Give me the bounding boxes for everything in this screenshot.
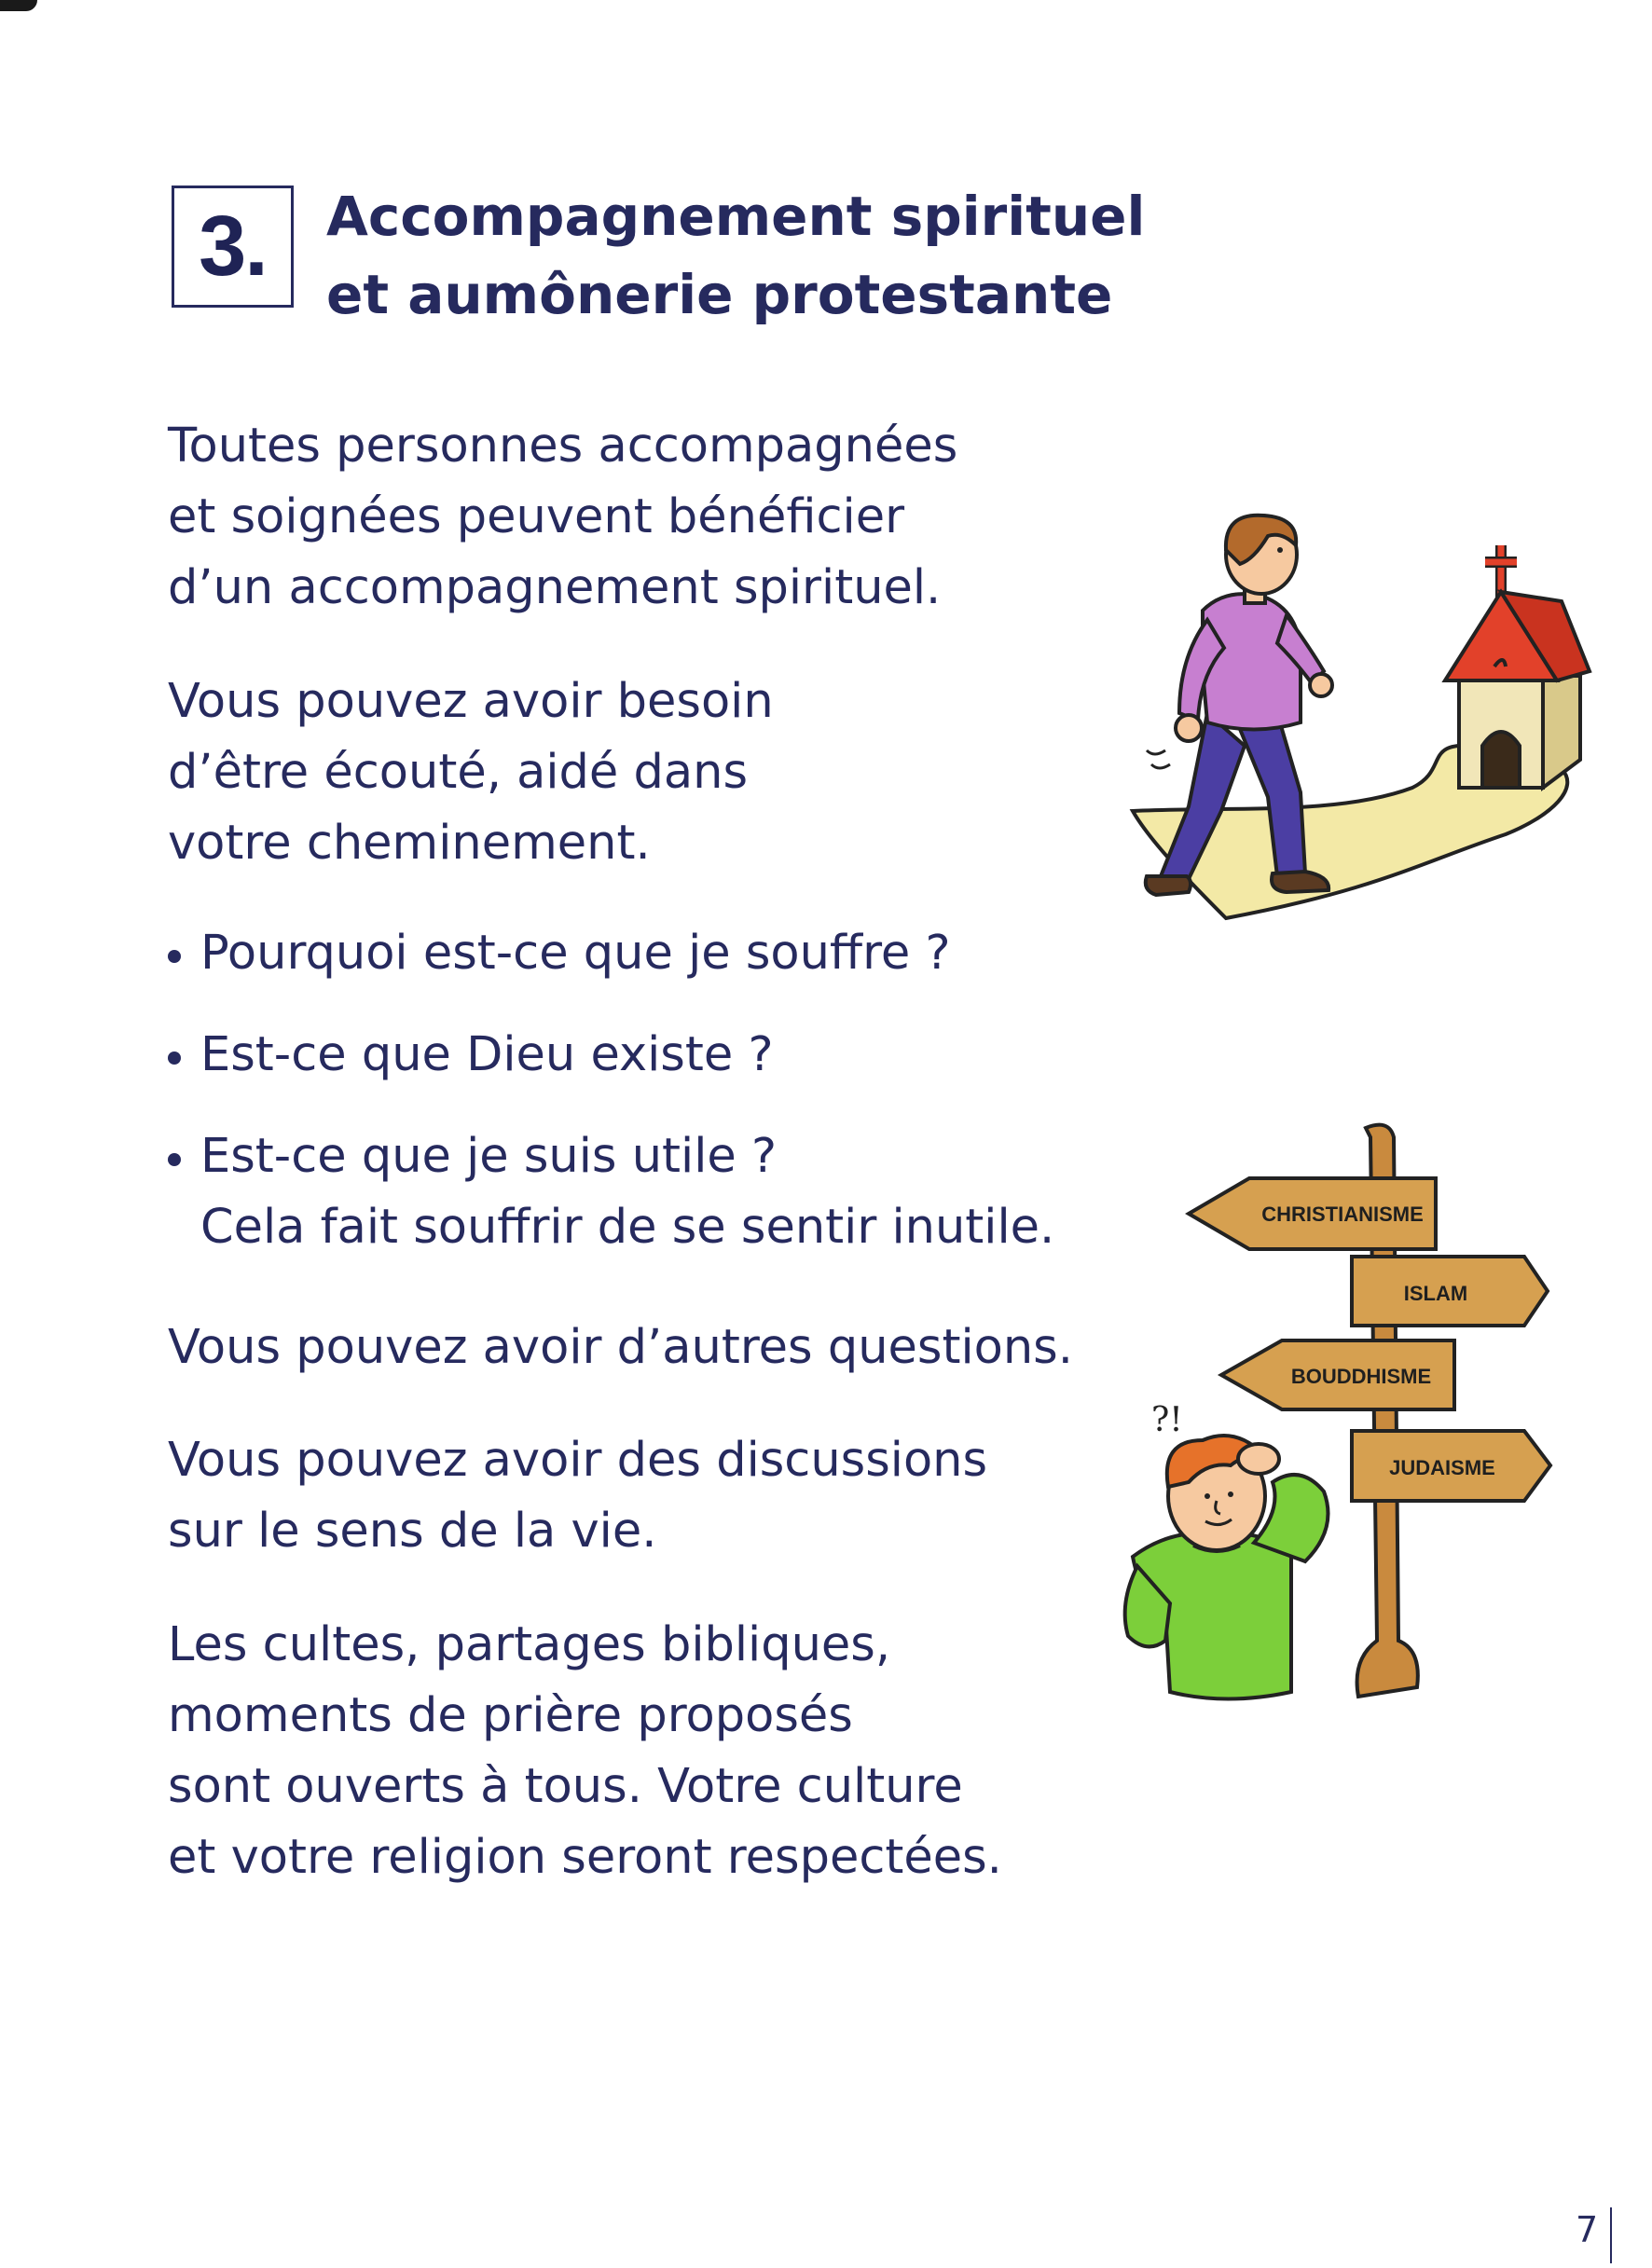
closing-line: Les cultes, partages bibliques,	[168, 1617, 891, 1672]
section-title-line-2: et aumônerie protestante	[326, 263, 1113, 326]
question-text: Est-ce que Dieu existe ?	[200, 1027, 774, 1082]
other-questions-line: Vous pouvez avoir d’autres questions.	[168, 1320, 1073, 1375]
sign-label: JUDAISME	[1389, 1456, 1495, 1479]
section-number: 3.	[199, 199, 267, 294]
religion-signpost-illustration	[1114, 1119, 1557, 1734]
sign-label: ISLAM	[1403, 1282, 1468, 1305]
page-number-rule	[1610, 2207, 1612, 2263]
need-line: d’être écouté, aidé dans	[168, 745, 749, 800]
confused-man	[1125, 1436, 1328, 1699]
need-line: votre cheminement.	[168, 816, 651, 871]
questions-list	[166, 918, 1054, 1263]
bullet-dot	[168, 950, 181, 963]
sign-judaisme	[1352, 1431, 1550, 1501]
intro-paragraph	[168, 411, 957, 624]
question-item	[166, 1020, 1054, 1091]
sign-label: CHRISTIANISME	[1261, 1203, 1424, 1226]
question-item	[166, 1121, 1054, 1263]
discussions-paragraph	[168, 1425, 987, 1567]
closing-line: et votre religion seront respectées.	[168, 1830, 1002, 1885]
closing-line: sont ouverts à tous. Votre culture	[168, 1759, 963, 1814]
section-title	[326, 177, 1259, 334]
scan-corner-mark	[0, 0, 37, 11]
intro-line: Toutes personnes accompagnées	[168, 419, 958, 474]
page-number: 7	[1576, 2209, 1599, 2250]
closing-paragraph	[168, 1610, 1002, 1893]
question-text: Pourquoi est-ce que je souffre ?	[200, 926, 951, 981]
walking-man-chapel-illustration	[1114, 508, 1599, 928]
intro-line: et soignées peuvent bénéficier	[168, 489, 905, 544]
closing-line: moments de prière proposés	[168, 1688, 853, 1743]
sign-christianisme	[1189, 1178, 1436, 1249]
sign-bouddhisme	[1221, 1340, 1454, 1409]
need-line: Vous pouvez avoir besoin	[168, 674, 774, 729]
question-text: Cela fait souffrir de se sentir inutile.	[200, 1200, 1055, 1255]
question-text: Est-ce que je suis utile ?	[200, 1129, 778, 1184]
sign-label: BOUDDHISME	[1290, 1365, 1432, 1388]
bullet-dot	[168, 1052, 181, 1065]
need-paragraph	[168, 667, 774, 879]
other-questions-paragraph	[168, 1313, 1073, 1383]
chapel	[1445, 545, 1590, 788]
confused-mark: ?!	[1151, 1401, 1183, 1439]
intro-line: d’un accompagnement spirituel.	[168, 560, 942, 615]
bullet-dot	[168, 1153, 181, 1166]
section-number-box	[172, 186, 294, 308]
discussions-line: Vous pouvez avoir des discussions	[168, 1433, 988, 1488]
sign-islam	[1352, 1257, 1548, 1326]
question-item	[166, 918, 1054, 989]
section-title-line-1: Accompagnement spirituel	[326, 185, 1146, 248]
discussions-line: sur le sens de la vie.	[168, 1504, 657, 1559]
